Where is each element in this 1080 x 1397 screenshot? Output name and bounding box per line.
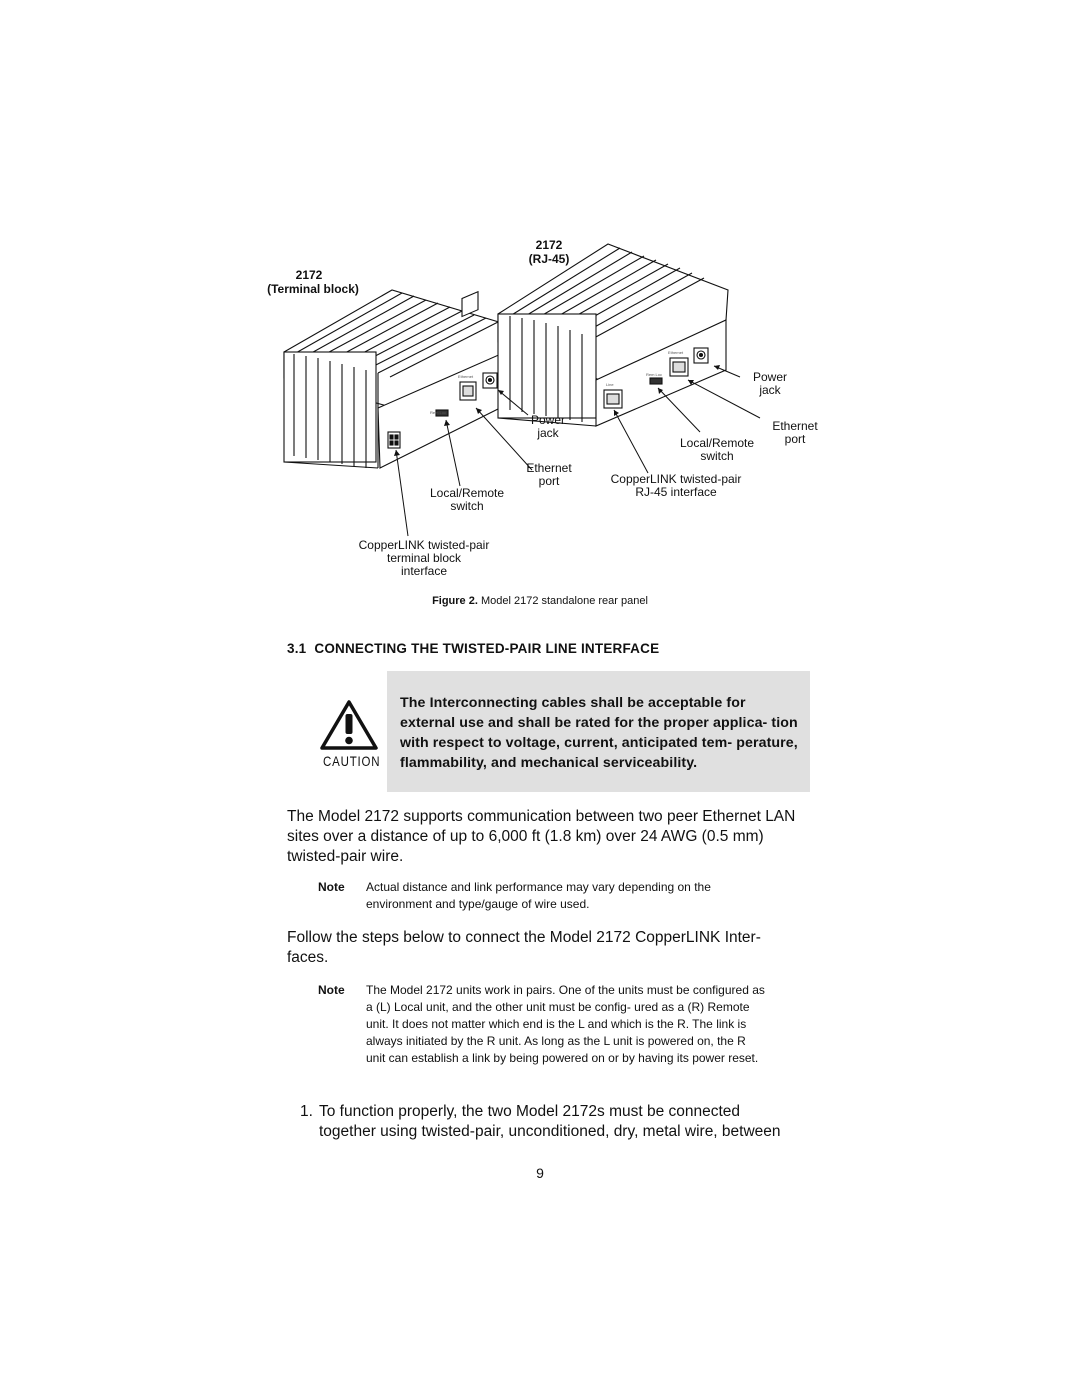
section-title: CONNECTING THE TWISTED-PAIR LINE INTERFACE [314,641,660,656]
section-number: 3.1 [287,641,307,656]
right-local-remote-label: Local/Remote switch [679,436,755,463]
list-item-number: 1. [300,1103,313,1120]
paragraph-follow-steps: Follow the steps below to connect the Model 2172 CopperLINK Inter- faces. [287,929,761,966]
note-pairs [318,982,778,1087]
figure-caption-prefix: Figure 2. [432,595,478,607]
left-unit-drawing [284,290,512,468]
note-label: Note [318,880,345,894]
left-ethernet-port-label: Ethernet port [526,461,572,488]
section-heading [287,641,659,656]
right-copperlink-label: CopperLINK twisted-pair RJ-45 interface [610,472,742,499]
left-unit-model-label: 2172 [295,268,323,282]
note-label: Note [318,983,345,997]
left-unit-front-ridges [284,352,378,468]
svg-text:Rem Loc: Rem Loc [430,410,447,415]
left-power-jack-label: Power jack [530,413,565,440]
right-local-remote-switch [650,378,662,384]
figure-caption [0,595,1080,607]
right-ethernet-port-label: Ethernet port [772,419,818,446]
right-unit-type-label: (RJ-45) [528,252,570,266]
left-copperlink-label: CopperLINK twisted-pair terminal block interface [358,538,490,578]
svg-text:Ethernet: Ethernet [668,350,684,355]
note-distance [318,879,778,915]
left-local-remote-label: Local/Remote switch [429,486,505,513]
note-text: The Model 2172 units work in pairs. One of the units must be configured as a (L) Local unit, and the other unit must be config- ured as a (R) Remote unit. It does not matter which end is the L and which is the R. The link is always initiated by the R unit. As long as the L unit is powered on, the R unit can establish a link by being powered on or by having its power reset. [366,983,765,1065]
page-number: 9 [536,1165,544,1181]
caution-text: The Interconnecting cables shall be acceptable for external use and shall be rated for the proper applica- tion with respect to voltage, current, anticipated tem- perature, flammability, and mechanical serviceability. [400,695,798,771]
left-unit-type-label: (Terminal block) [267,282,359,296]
left-terminal-block [388,432,400,448]
list-item-step-1 [300,1102,800,1144]
right-unit-drawing [498,244,728,426]
caution-label: CAUTION [323,753,381,769]
svg-text:Line: Line [606,382,614,387]
right-unit-model-label: 2172 [535,238,563,252]
list-item-text: To function properly, the two Model 2172s must be connected together using twisted-pair, unconditioned, dry, metal wire, between [319,1103,781,1140]
svg-text:Rem Loc: Rem Loc [646,372,663,377]
svg-text:Ethernet: Ethernet [458,374,474,379]
paragraph-distance: The Model 2172 supports communication between two peer Ethernet LAN sites over a distance of up to 6,000 ft (1.8 km) over 24 AWG (0.5 mm) twisted-pair wire. [287,808,796,865]
right-power-jack-label: Power jack [752,370,787,397]
figure-caption-text: Model 2172 standalone rear panel [477,595,648,607]
right-unit-front-ridges [498,314,596,422]
figure-rear-panel [267,230,830,590]
note-text: Actual distance and link performance may vary depending on the environment and type/gauge of wire used. [366,880,711,911]
left-ethernet-jack [462,292,478,317]
